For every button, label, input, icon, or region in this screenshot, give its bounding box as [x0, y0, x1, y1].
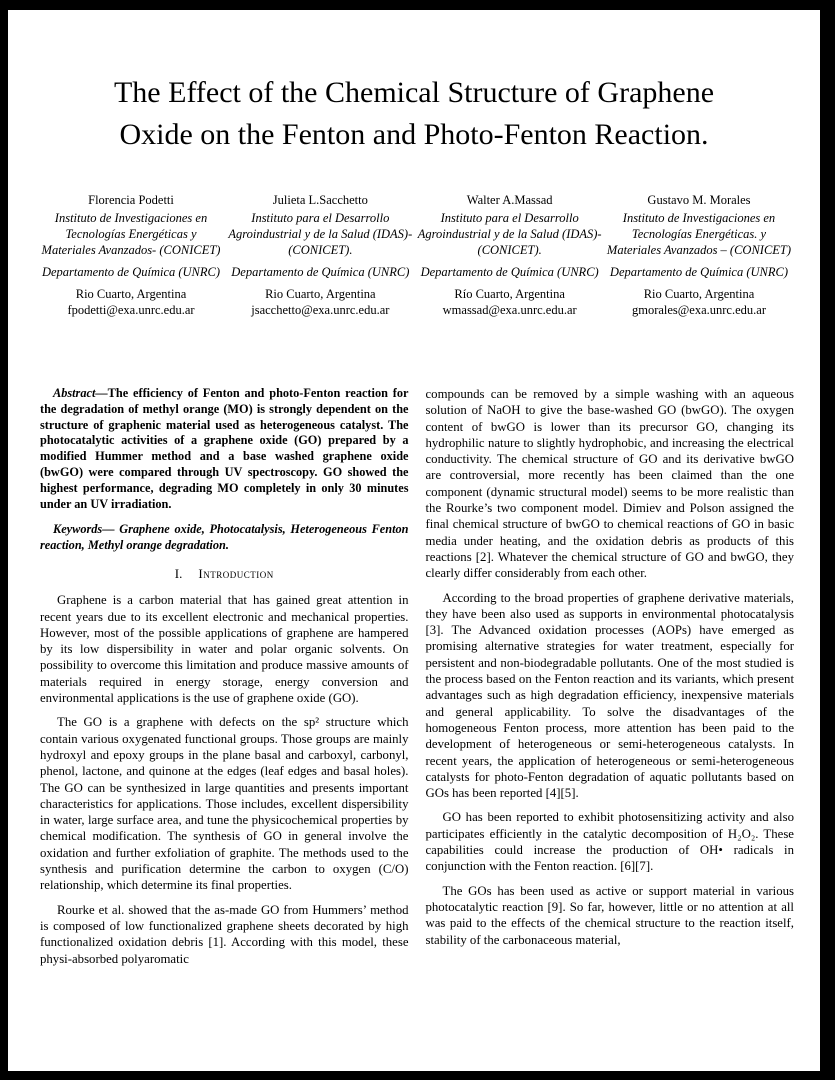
paper-page: [8, 10, 820, 1071]
left-column: [40, 386, 409, 975]
author-email: jsacchetto@exa.unrc.edu.ar: [251, 303, 390, 317]
author-block-4: [606, 192, 792, 318]
author-email: gmorales@exa.unrc.edu.ar: [631, 303, 766, 317]
paper-title-line1: The Effect of the Chemical Structure of Graphene: [113, 76, 715, 109]
paper-title-line2: Oxide on the Fenton and Photo-Fenton Reaction.: [119, 118, 709, 151]
author-name: Florencia Podetti: [88, 193, 174, 207]
body-paragraph: compounds can be removed by a simple washing with an aqueous solution of NaOH to give the base-washed GO (bwGO). The oxygen content of bwGO is lower than its precursor GO, changing its hydrophilic nature to slightly hydrophobic, and increasing the electrical conductivity. The chemical structure of GO and its derivative bwGO are controversial, more recently has been claimed than the one component (dynamic structural model) seems to be more realistic than the Rourke’s two component model. Dimiev and Polson assigned the final chemical structure of bwGO to chemical reactions of GO in basic media under heating, and the oxidation debris as products of this reactions [2]. Whatever the chemical structure of GO and bwGO, they clearly differ considerably from each other.: [425, 387, 794, 581]
author-department: Departamento de Química (UNRC): [41, 265, 221, 279]
abstract-label: Abstract—: [53, 386, 108, 400]
author-name: Gustavo M. Morales: [647, 193, 751, 207]
body-paragraph: The GOs has been used as active or support material in various photocatalytic reaction [9]. So far, however, little or no attention at all was paid to the effects of the chemical structure to the reaction itself, stability of the carbonaceous material,: [425, 883, 794, 947]
keywords-text: Graphene oxide, Photocatalysis, Heterogeneous Fenton reaction, Methyl orange degradation.: [40, 522, 409, 553]
author-department: Departamento de Química (UNRC): [420, 265, 599, 279]
author-block-1: [38, 192, 224, 318]
keywords: [40, 522, 409, 554]
author-affiliation: Instituto de Investigaciones en Tecnologías Energéticas. y Materiales Avanzados – (CONICET): [606, 211, 792, 257]
author-email: wmassad@exa.unrc.edu.ar: [442, 303, 577, 317]
keywords-label: Keywords—: [53, 522, 115, 537]
author-email: fpodetti@exa.unrc.edu.ar: [67, 303, 195, 317]
section-heading-introduction: [40, 566, 409, 582]
body-columns: [40, 386, 794, 975]
section-number: I.: [174, 565, 183, 581]
paper-title: [8, 72, 820, 156]
right-column: [426, 386, 795, 975]
author-block-2: [227, 192, 413, 318]
body-paragraph: According to the broad properties of graphene derivative materials, they have been also used as supports in environmental photocatalysis [3]. The Advanced oxidation processes (AOPs) have emerged as promising alternative strategies for water treatment, especially for persistent and non-biodegradable pollutants. One of the most studied is the process based on the Fenton reaction and its variants, which present advantages such as high degradation efficiency, inexpensive materials and general applicability. To solve the disadvantages of the homogeneous Fenton process, more attention has been paid to the development of heterogeneous or semi-heterogeneous catalysts. In recent years, the application of heterogeneous or semi-heterogeneous catalysts for photo-Fenton degradation of aquatic pollutants based on GOs has been reported [4][5].: [425, 590, 794, 801]
author-name: Julieta L.Sacchetto: [272, 193, 368, 207]
section-title: Introduction: [198, 565, 274, 581]
body-paragraph: Graphene is a carbon material that has gained great attention in recent years due to its excellent electronic and mechanical properties. However, most of the possible applications of graphene are hampered by its low dispersibility in water and polar organic solvents. On possibility to overcome this limitation and produce massive amounts of materials required in energy storage, energy conversion and environmental applications is the use of graphene oxide (GO).: [40, 593, 409, 706]
author-block-3: [417, 192, 603, 318]
author-location: Rio Cuarto, Argentina: [265, 287, 376, 301]
author-name: Walter A.Massad: [466, 193, 553, 207]
author-department: Departamento de Química (UNRC): [609, 265, 789, 279]
author-affiliation: Instituto para el Desarrollo Agroindustrial y de la Salud (IDAS)- (CONICET).: [228, 211, 413, 257]
author-location: Rio Cuarto, Argentina: [75, 287, 187, 301]
abstract-text: The efficiency of Fenton and photo-Fenton reaction for the degradation of methyl orange (MO) is strongly dependent on the structure of graphenic material used as heterogeneous catalyst. The photocatalytic activities of a graphene oxide (GO) prepared by a modified Hummer method and a base washed graphene oxide (bwGO) were compared through UV spectroscopy. GO showed the highest performance, degrading MO completely in only 30 minutes under an UV irradiation.: [40, 386, 409, 511]
author-location: Río Cuarto, Argentina: [454, 287, 565, 301]
author-location: Rio Cuarto, Argentina: [643, 287, 755, 301]
body-paragraph: Rourke et al. showed that the as-made GO from Hummers’ method is composed of low functionalized graphene sheets decorated by high functionalized oxidation debris [1]. According with this model, these physi-absorbed polyaromatic: [40, 902, 409, 966]
body-paragraph: GO has been reported to exhibit photosensitizing activity and also participates efficiently in the catalytic decomposition of H₂O₂. These capabilities could increase the production of OH• radicals in conjunction with the Fenton reaction. [6][7].: [425, 810, 794, 874]
author-affiliation: Instituto para el Desarrollo Agroindustrial y de la Salud (IDAS)- (CONICET).: [417, 211, 602, 257]
author-department: Departamento de Química (UNRC): [231, 265, 410, 279]
body-paragraph: The GO is a graphene with defects on the sp² structure which contain various oxygenated functional groups. Those groups are mainly hydroxyl and epoxy groups in the plane basal and carboxyl, carbonyl, phenol, lactone, and quinone at the edges (leaf edges and basal holes). The GO can be synthesized in large quantities and presents important characteristics for applications. Those includes, excellent dispersibility in water, large surface area, and tune the physicochemical properties by chemical modification. The synthesis of GO in general involve the oxidation and further exfoliation of graphite. The methods used to the synthesis and purification determine the carbon to oxygen (C/O) relationship, which determine its final properties.: [40, 715, 409, 893]
author-affiliation: Instituto de Investigaciones en Tecnologías Energéticas y Materiales Avanzados- (CONICET): [41, 211, 221, 257]
abstract: [40, 386, 409, 512]
authors-row: [38, 192, 792, 318]
